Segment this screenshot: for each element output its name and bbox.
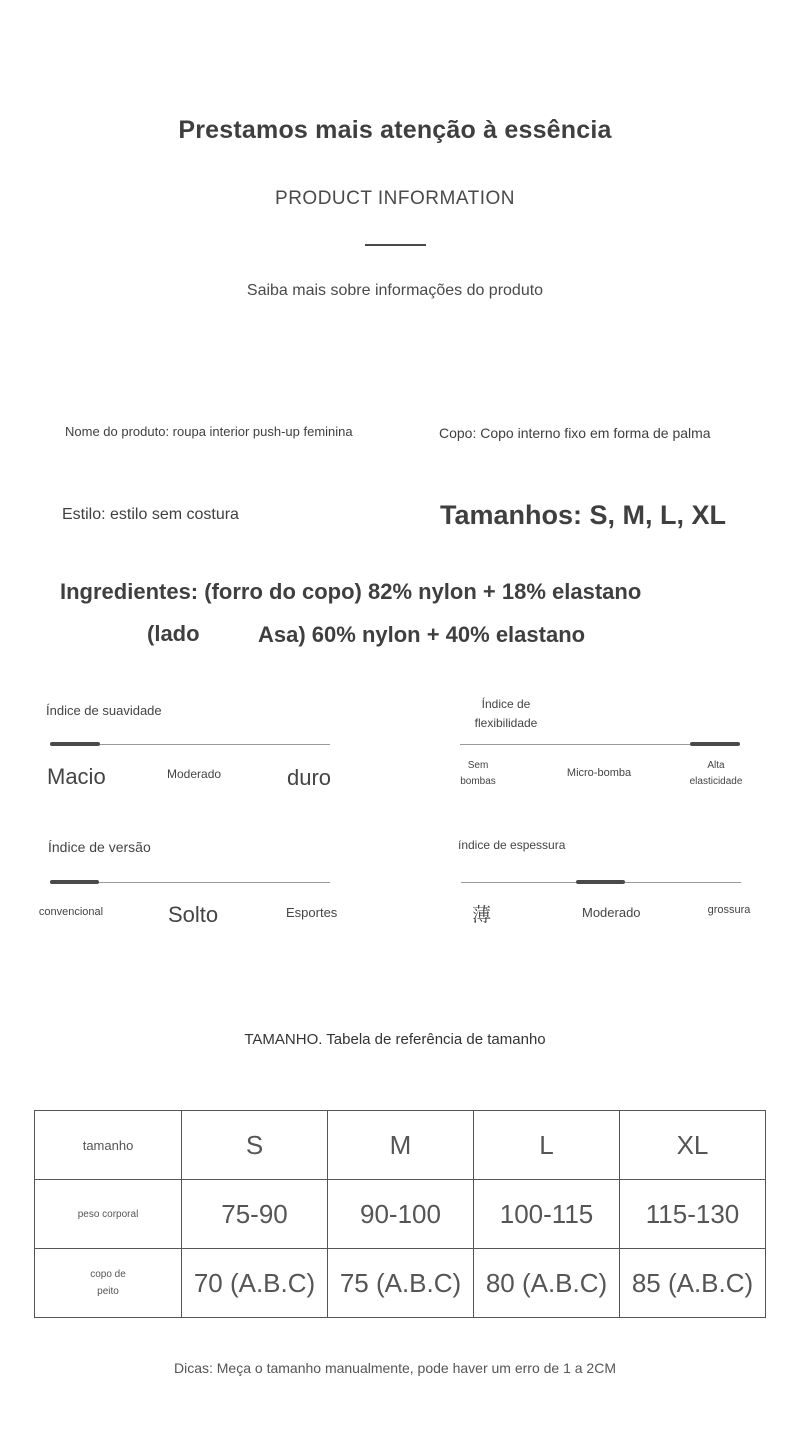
table-row	[35, 1180, 766, 1249]
thickness-label-left: 薄	[472, 904, 492, 926]
cup-label	[35, 1249, 182, 1318]
product-name: Nome do produto: roupa interior push-up feminina	[65, 424, 353, 439]
thickness-label-right: grossura	[707, 904, 751, 916]
version-title: Índice de versão	[48, 839, 151, 855]
size-cell: L	[474, 1111, 620, 1180]
page-subtitle: PRODUCT INFORMATION	[275, 188, 515, 209]
flexibility-title	[450, 695, 562, 733]
cup-info: Copo: Copo interno fixo em forma de palma	[439, 425, 711, 441]
size-header-label: tamanho	[35, 1111, 182, 1180]
ingredients-line-2b: Asa) 60% nylon + 40% elastano	[258, 622, 586, 647]
table-row	[35, 1249, 766, 1318]
flexibility-label-left-line-1: Sem	[467, 760, 489, 771]
flexibility-label-left	[453, 758, 503, 790]
flexibility-label-right	[686, 758, 746, 790]
cup-label-line-1: copo de	[90, 1269, 126, 1280]
cup-cell: 85 (A.B.C)	[620, 1249, 766, 1318]
softness-title: Índice de suavidade	[46, 703, 162, 718]
softness-label-left: Macio	[47, 764, 106, 789]
size-table	[34, 1110, 766, 1318]
weight-cell: 115-130	[620, 1180, 766, 1249]
version-label-mid: Solto	[168, 902, 219, 927]
softness-label-mid: Moderado	[167, 767, 222, 781]
weight-cell: 100-115	[474, 1180, 620, 1249]
softness-marker	[50, 742, 100, 746]
thickness-label-mid: Moderado	[582, 905, 641, 920]
version-marker	[50, 880, 99, 884]
cup-label-line-2: peito	[97, 1286, 119, 1297]
size-cell: M	[328, 1111, 474, 1180]
weight-label: peso corporal	[35, 1180, 182, 1249]
version-label-left: convencional	[38, 906, 104, 918]
softness-label-right: duro	[287, 765, 332, 790]
version-label-right: Esportes	[286, 905, 338, 920]
style-info: Estilo: estilo sem costura	[62, 506, 239, 523]
flexibility-label-right-line-1: Alta	[707, 760, 725, 771]
flexibility-title-line-1: Índice de	[481, 697, 531, 711]
measurement-tip: Dicas: Meça o tamanho manualmente, pode haver um erro de 1 a 2CM	[173, 1360, 616, 1376]
weight-cell: 75-90	[182, 1180, 328, 1249]
page-title: Prestamos mais atenção à essência	[178, 116, 612, 144]
ingredients-line-1: Ingredientes: (forro do copo) 82% nylon + 18% elastano	[60, 579, 642, 604]
page-tagline: Saiba mais sobre informações do produto	[246, 282, 544, 299]
cup-cell: 75 (A.B.C)	[328, 1249, 474, 1318]
ingredients-line-2a: (lado	[147, 621, 200, 646]
flexibility-label-left-line-2: bombas	[460, 776, 496, 787]
table-row	[35, 1111, 766, 1180]
flexibility-marker	[690, 742, 740, 746]
thickness-marker	[576, 880, 625, 884]
flexibility-title-line-2: flexibilidade	[474, 716, 538, 730]
flexibility-label-right-line-2: elasticidade	[689, 776, 743, 787]
weight-cell: 90-100	[328, 1180, 474, 1249]
size-table-title: TAMANHO. Tabela de referência de tamanho	[244, 1031, 546, 1048]
size-cell: S	[182, 1111, 328, 1180]
cup-cell: 80 (A.B.C)	[474, 1249, 620, 1318]
thickness-title: índice de espessura	[458, 838, 566, 852]
flexibility-label-mid: Micro-bomba	[566, 767, 632, 779]
size-cell: XL	[620, 1111, 766, 1180]
cup-cell: 70 (A.B.C)	[182, 1249, 328, 1318]
sizes-info: Tamanhos: S, M, L, XL	[440, 500, 727, 530]
title-divider	[365, 244, 426, 246]
